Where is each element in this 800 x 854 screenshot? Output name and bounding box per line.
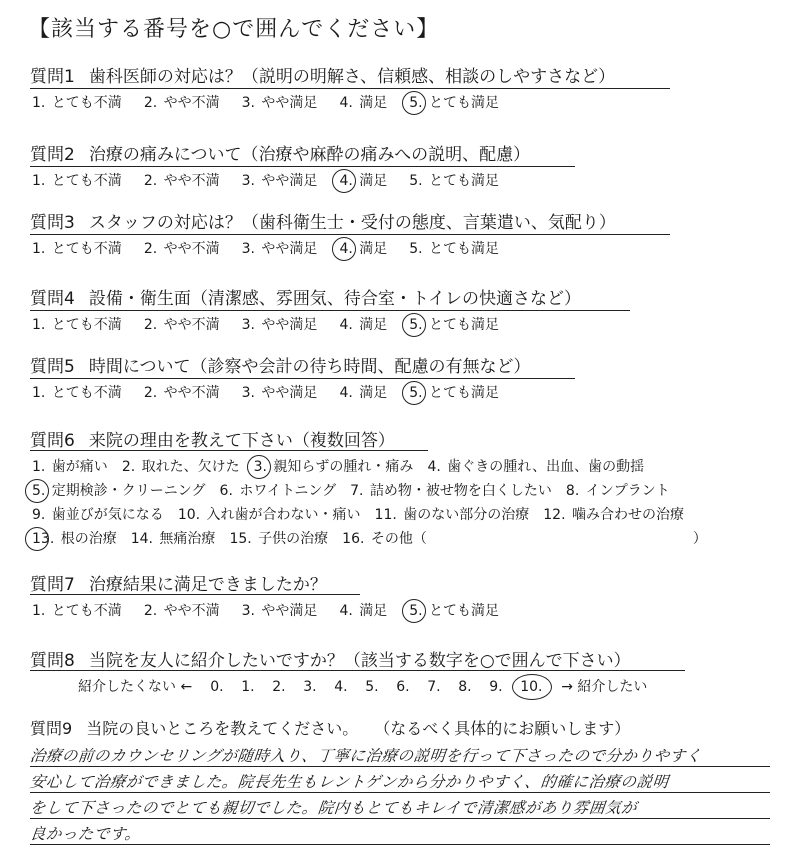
handwritten-answer-line: 良かったです。 xyxy=(28,825,142,843)
answer-option[interactable] xyxy=(240,238,318,258)
option-number: 4. xyxy=(427,459,441,475)
reason-option[interactable] xyxy=(425,456,644,476)
reason-option[interactable] xyxy=(564,480,670,500)
option-label: とても不満 xyxy=(47,173,122,189)
option-label: 満足 xyxy=(354,385,388,401)
answer-option[interactable] xyxy=(407,314,499,334)
option-label: 歯が痛い xyxy=(47,459,108,475)
answer-option[interactable] xyxy=(337,382,387,402)
option-label: ホワイトニング xyxy=(234,483,337,499)
option-number: 2. xyxy=(143,603,158,619)
option-number: 5. xyxy=(409,317,423,333)
option-number: 5. xyxy=(409,385,423,401)
option-number: 5. xyxy=(32,483,46,499)
reason-option xyxy=(689,528,707,548)
question-number: 質問4 xyxy=(30,289,75,309)
reason-row xyxy=(30,504,696,524)
answer-options[interactable] xyxy=(30,600,519,620)
reason-option[interactable] xyxy=(340,528,427,548)
answer-option[interactable] xyxy=(142,382,220,402)
reason-option[interactable] xyxy=(176,504,361,524)
option-number: 1. xyxy=(32,241,46,257)
handwritten-answer-line: 安心して治療ができました。院長先生もレントゲンから分かりやすく、的確に治療の説明 xyxy=(28,773,670,791)
option-label: やや満足 xyxy=(256,385,318,401)
answer-option[interactable] xyxy=(240,314,318,334)
scale-point[interactable]: 6. xyxy=(396,679,410,695)
reason-option[interactable] xyxy=(227,528,328,548)
reason-option[interactable] xyxy=(218,480,337,500)
option-number: 2. xyxy=(143,95,158,111)
question-text: 設備・衛生面（清潔感、雰囲気、待合室・トイレの快適さなど） xyxy=(88,289,581,309)
question-number: 質問2 xyxy=(30,145,75,165)
question-text: スタッフの対応は？（歯科衛生士・受付の態度、言葉遣い、気配り） xyxy=(88,213,616,233)
option-label: やや満足 xyxy=(256,95,318,111)
option-label: 満足 xyxy=(354,603,388,619)
underline xyxy=(30,378,575,379)
option-label: とても満足 xyxy=(424,173,500,189)
option-label: とても不満 xyxy=(47,95,122,111)
option-label: 満足 xyxy=(354,317,388,333)
option-label: とても不満 xyxy=(47,603,122,619)
option-number: 3. xyxy=(241,317,255,333)
underline xyxy=(30,166,575,167)
answer-option[interactable] xyxy=(337,238,387,258)
option-label: ） xyxy=(692,531,707,547)
option-label: 取れた、欠けた xyxy=(137,459,240,475)
reason-row xyxy=(30,480,682,500)
option-number: 4. xyxy=(339,603,353,619)
option-label: やや不満 xyxy=(159,603,220,619)
option-number: 5. xyxy=(409,603,423,619)
answer-rule xyxy=(30,818,770,819)
underline xyxy=(30,594,360,595)
option-number: 1. xyxy=(32,317,46,333)
option-label: 満足 xyxy=(354,173,388,189)
answer-option[interactable] xyxy=(337,314,387,334)
answer-option[interactable] xyxy=(142,238,220,258)
scale-point[interactable]: 2. xyxy=(272,679,286,695)
option-number: 3. xyxy=(241,603,255,619)
option-label: やや不満 xyxy=(159,173,220,189)
option-number: 13. xyxy=(32,531,55,547)
answer-option[interactable] xyxy=(142,170,220,190)
option-number: 14. xyxy=(130,531,153,547)
option-number: 12. xyxy=(543,507,566,523)
scale-point[interactable]: 5. xyxy=(365,679,379,695)
option-label: とても不満 xyxy=(47,317,122,333)
question-number: 質問7 xyxy=(30,575,75,595)
underline xyxy=(30,234,670,235)
reason-option[interactable] xyxy=(348,480,552,500)
option-label: とても不満 xyxy=(47,241,122,257)
reason-option[interactable] xyxy=(541,504,684,524)
question-number: 質問1 xyxy=(30,67,75,87)
option-number: 2. xyxy=(143,385,158,401)
option-label: 入れ歯が合わない・痛い xyxy=(202,507,361,523)
answer-option[interactable] xyxy=(337,92,387,112)
answer-option[interactable] xyxy=(337,170,387,190)
page-title: 【該当する番号を○で囲んでください】 xyxy=(28,17,440,42)
option-number: 7. xyxy=(350,483,364,499)
reason-option[interactable] xyxy=(120,456,240,476)
answer-option[interactable] xyxy=(407,92,499,112)
option-number: 4. xyxy=(339,173,353,189)
question-text: 当院の良いところを教えてください。 xyxy=(86,719,359,738)
answer-options[interactable] xyxy=(30,314,519,334)
option-label: やや不満 xyxy=(159,241,220,257)
option-number: 11. xyxy=(374,507,397,523)
handwritten-answer-line: 治療の前のカウンセリングが随時入り、丁寧に治療の説明を行って下さったので分かりやすく xyxy=(28,747,703,765)
option-label: 根の治療 xyxy=(56,531,117,547)
answer-option[interactable] xyxy=(142,600,220,620)
option-number: 3. xyxy=(241,241,255,257)
option-number: 5. xyxy=(409,173,423,189)
option-label: 満足 xyxy=(354,241,388,257)
option-label: やや満足 xyxy=(256,317,318,333)
question-text: 当院を友人に紹介したいですか？（該当する数字を○で囲んで下さい） xyxy=(88,651,631,671)
answer-option[interactable] xyxy=(240,170,318,190)
answer-rule xyxy=(30,844,770,845)
option-number: 15. xyxy=(229,531,252,547)
option-label: 定期検診・クリーニング xyxy=(47,483,206,499)
scale-point[interactable]: 0. xyxy=(210,679,224,695)
question-text: 治療結果に満足できましたか？ xyxy=(88,575,327,595)
option-label: やや不満 xyxy=(159,317,220,333)
underline xyxy=(30,670,685,671)
answer-options[interactable] xyxy=(30,92,519,112)
option-number: 2. xyxy=(143,317,158,333)
option-label: やや不満 xyxy=(159,385,220,401)
option-label: 噛み合わせの治療 xyxy=(567,507,684,523)
answer-option[interactable] xyxy=(30,600,122,620)
option-label: 親知らずの腫れ・痛み xyxy=(268,459,414,475)
reason-option[interactable] xyxy=(30,504,164,524)
option-number: 10. xyxy=(177,507,201,523)
underline xyxy=(30,450,428,451)
question-number: 質問9 xyxy=(30,719,73,738)
option-label: とても満足 xyxy=(424,317,500,333)
option-number: 1. xyxy=(32,603,46,619)
option-label: とても満足 xyxy=(424,603,500,619)
option-number: 6. xyxy=(219,483,233,499)
option-number: 5. xyxy=(409,95,423,111)
answer-option[interactable] xyxy=(30,314,122,334)
scale-point[interactable]: 9. xyxy=(489,679,503,695)
option-number: 1. xyxy=(32,173,46,189)
scale-point[interactable]: 8. xyxy=(458,679,472,695)
question-number: 質問6 xyxy=(30,431,75,451)
scale-point[interactable]: 10. xyxy=(520,679,551,695)
answer-option[interactable] xyxy=(337,600,387,620)
handwritten-answer-line: をして下さったのでとても親切でした。院内もとてもキレイで清潔感があり雰囲気が xyxy=(28,799,638,817)
option-number: 2. xyxy=(143,241,158,257)
scale-point[interactable]: 4. xyxy=(334,679,348,695)
option-label: とても満足 xyxy=(424,385,500,401)
question-number: 質問3 xyxy=(30,213,75,233)
answer-options[interactable] xyxy=(30,170,519,190)
answer-option[interactable] xyxy=(240,600,318,620)
scale-left-label: 紹介したくない ← xyxy=(78,679,193,695)
option-label: 詰め物・被せ物を白くしたい xyxy=(365,483,552,499)
option-label: やや満足 xyxy=(256,603,318,619)
option-number: 2. xyxy=(143,173,158,189)
option-number: 4. xyxy=(339,385,353,401)
option-number: 4. xyxy=(339,95,353,111)
reason-row xyxy=(30,456,656,476)
option-number: 5. xyxy=(409,241,423,257)
scale-point[interactable]: 3. xyxy=(303,679,317,695)
answer-option[interactable] xyxy=(407,382,499,402)
question-text: 時間について（診察や会計の待ち時間、配慮の有無など） xyxy=(88,357,531,377)
answer-option[interactable] xyxy=(30,238,122,258)
option-number: 4. xyxy=(339,241,353,257)
option-label: 満足 xyxy=(354,95,388,111)
option-label: 歯のない部分の治療 xyxy=(398,507,530,523)
option-label: とても不満 xyxy=(47,385,122,401)
answer-option[interactable] xyxy=(30,382,122,402)
option-number: 1. xyxy=(32,385,46,401)
answer-option[interactable] xyxy=(407,170,499,190)
option-label: やや不満 xyxy=(159,95,220,111)
option-number: 4. xyxy=(339,317,353,333)
option-number: 3. xyxy=(241,95,255,111)
answer-rule xyxy=(30,766,770,767)
option-number: 9. xyxy=(32,507,46,523)
option-label: 子供の治療 xyxy=(253,531,329,547)
option-label: 歯並びが気になる xyxy=(47,507,164,523)
question-number: 質問8 xyxy=(30,651,75,671)
option-number: 16. xyxy=(342,531,365,547)
answer-option[interactable] xyxy=(142,92,220,112)
scale-right-label: → 紹介したい xyxy=(561,679,648,695)
recommend-scale xyxy=(78,676,647,696)
option-number: 2. xyxy=(121,459,136,475)
option-number: 8. xyxy=(565,483,580,499)
reason-option[interactable] xyxy=(129,528,216,548)
reason-option[interactable] xyxy=(30,528,117,548)
option-label: 無痛治療 xyxy=(154,531,216,547)
answer-option[interactable] xyxy=(30,92,122,112)
option-number: 1. xyxy=(32,459,46,475)
underline xyxy=(30,88,670,89)
reason-row xyxy=(30,528,719,548)
option-label: やや満足 xyxy=(256,241,318,257)
reason-option[interactable] xyxy=(30,480,206,500)
option-label: とても満足 xyxy=(424,241,500,257)
answer-option[interactable] xyxy=(240,382,318,402)
option-label: その他（ xyxy=(366,531,427,547)
answer-option[interactable] xyxy=(240,92,318,112)
answer-option[interactable] xyxy=(407,238,499,258)
option-number: 3. xyxy=(241,385,255,401)
option-number: 3. xyxy=(241,173,255,189)
reason-option[interactable] xyxy=(373,504,530,524)
reason-option[interactable] xyxy=(252,456,414,476)
option-number: 3. xyxy=(253,459,267,475)
reason-option[interactable] xyxy=(30,456,108,476)
option-label: インプラント xyxy=(581,483,670,499)
answer-options[interactable] xyxy=(30,382,519,402)
scale-point[interactable]: 7. xyxy=(427,679,441,695)
question-text: 治療の痛みについて（治療や麻酔の痛みへの説明、配慮） xyxy=(88,145,531,165)
question-number: 質問5 xyxy=(30,357,75,377)
question-text: 歯科医師の対応は？（説明の明解さ、信頼感、相談のしやすさなど） xyxy=(88,67,616,87)
answer-option[interactable] xyxy=(142,314,220,334)
question-note: （なるべく具体的にお願いします） xyxy=(382,719,631,738)
option-label: 歯ぐきの腫れ、出血、歯の動揺 xyxy=(442,459,645,475)
underline xyxy=(30,310,630,311)
answer-option[interactable] xyxy=(407,600,499,620)
scale-point[interactable]: 1. xyxy=(241,679,255,695)
option-label: やや満足 xyxy=(256,173,318,189)
answer-options[interactable] xyxy=(30,238,519,258)
option-number: 1. xyxy=(32,95,46,111)
answer-rule xyxy=(30,792,770,793)
answer-option[interactable] xyxy=(30,170,122,190)
question-text: 来院の理由を教えて下さい（複数回答） xyxy=(88,431,395,451)
scale-points xyxy=(210,679,551,695)
option-label: とても満足 xyxy=(424,95,500,111)
